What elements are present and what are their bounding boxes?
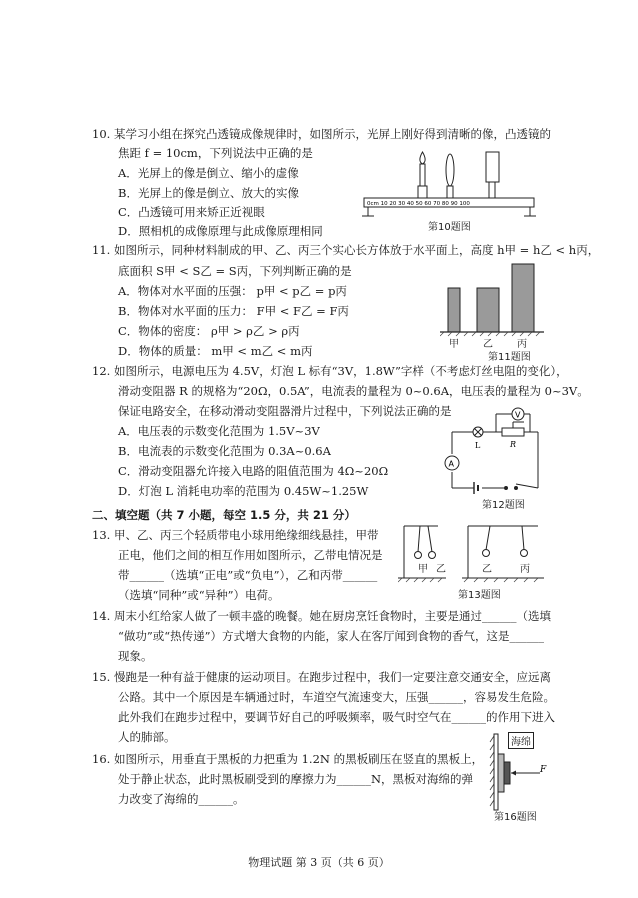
q16-stem-line2: 处于静止状态，此时黑板刷受到的摩擦力为______N，黑板对海绵的弹: [118, 772, 474, 786]
q12-option-b: B．电流表的示数变化范围为 0.3A~0.6A: [118, 444, 331, 458]
q12-stem-line2: 滑动变阻器 R 的规格为“20Ω，0.5A”，电流表的量程为 0~0.6A，电压表的量程为 0~3V。: [118, 384, 589, 398]
ammeter-label: A: [448, 459, 454, 469]
q12-caption: 第12题图: [482, 500, 525, 511]
q16-label-sponge: 海绵: [508, 732, 534, 749]
ball-yi-right: [483, 550, 490, 557]
q14-stem-line2: “做功”或“热传递”）方式增大食物的内能，家人在客厅闻到食物的香气，这是______: [118, 629, 545, 643]
q16-caption: 第16题图: [494, 812, 537, 823]
q12-option-d: D．灯泡 L 消耗电功率的范围为 0.45W~1.25W: [118, 484, 369, 498]
rheostat-label: R: [510, 440, 517, 449]
q13-stem-line4: （选填“同种”或“异种”）电荷。: [118, 588, 280, 602]
ball-jia: [415, 552, 422, 559]
blackboard: [494, 734, 498, 810]
q12-stem-line1: 12. 如图所示，电源电压为 4.5V，灯泡 L 标有“3V，1.8W”字样（不考虑灯丝电阻的变化），: [92, 364, 568, 378]
wall-hatch: [490, 736, 494, 806]
ball-bing: [521, 550, 528, 557]
convex-lens: [446, 154, 454, 186]
q15-stem-line2: 公路。其中一个原因是车辆通过时，车道空气流速变大，压强______，容易发生危险。: [118, 690, 555, 704]
q13-stem-line2: 正电，他们之间的相互作用如图所示，乙带电情况是: [118, 548, 383, 562]
q15-stem-line1: 15. 慢跑是一种有益于健康的运动项目。在跑步过程中，我们一定要注意交通安全，应远离: [92, 670, 551, 684]
block-jia: [448, 288, 460, 332]
q10-optical-bench-figure: [358, 142, 558, 222]
q10-option-b: B．光屏上的像是倒立、放大的实像: [118, 186, 299, 200]
q12-option-c: C．滑动变阻器允许接入电路的阻值范围为 4Ω~20Ω: [118, 464, 389, 478]
force-label: F: [540, 765, 547, 775]
q13-caption: 第13题图: [458, 590, 501, 601]
q12-circuit-figure: [438, 404, 548, 494]
candle: [420, 164, 425, 186]
q13-label-jia: 甲: [418, 564, 428, 575]
q13-label-yi: 乙: [436, 564, 446, 575]
q13-label-bing: 丙: [520, 564, 530, 575]
block-bing: [512, 264, 534, 332]
q10-option-d: D．照相机的成像原理与此成像原理相同: [118, 224, 323, 238]
rheostat-r: [502, 428, 524, 436]
q11-option-a: A．物体对水平面的压强： p甲 < p乙 = p丙: [118, 284, 347, 298]
board-brush: [504, 762, 510, 784]
voltmeter-label: V: [515, 410, 521, 420]
lamp-l: [473, 427, 483, 437]
q13-label-yi-2: 乙: [482, 564, 492, 575]
q16-stem-line3: 力改变了海绵的______。: [118, 792, 245, 806]
q11-stem-line2: 底面积 S甲 < S乙 = S丙，下列判断正确的是: [118, 264, 352, 278]
bench-scale: 0cm 10 20 30 40 50 60 70 80 90 100: [367, 201, 470, 207]
block-yi: [477, 288, 499, 332]
q11-label-jia: 甲: [449, 339, 459, 350]
q11-blocks-figure: [440, 252, 550, 342]
q14-stem-line3: 现象。: [118, 649, 153, 663]
ball-yi-left: [429, 552, 436, 559]
q12-option-a: A．电压表的示数变化范围为 1.5V~3V: [118, 424, 320, 438]
q11-label-bing: 丙: [517, 339, 527, 350]
q13-stem-line3: 带______（选填“正电”或“负电”），乙和丙带______: [118, 568, 378, 582]
q11-label-yi: 乙: [483, 339, 493, 350]
q11-stem-line1: 11. 如图所示，同种材料制成的甲、乙、丙三个实心长方体放于水平面上，高度 h甲 = h乙 < h丙，: [92, 243, 600, 257]
q10-caption: 第10题图: [428, 222, 471, 233]
page-footer: 物理试题 第 3 页（共 6 页）: [248, 856, 390, 869]
q12-stem-line3: 保证电路安全，在移动滑动变阻器滑片过程中，下列说法正确的是: [118, 404, 452, 418]
q16-stem-line1: 16. 如图所示，用垂直于黑板的力把重为 1.2N 的黑板刷压在竖直的黑板上，: [92, 752, 484, 766]
q10-stem-line1: 10. 某学习小组在探究凸透镜成像规律时，如图所示，光屏上刚好得到清晰的像，凸透镜的: [92, 127, 551, 141]
q10-stem-line2: 焦距 f = 10cm，下列说法中正确的是: [118, 146, 313, 160]
candle-flame: [420, 152, 425, 164]
q10-option-a: A．光屏上的像是倒立、缩小的虚像: [118, 166, 299, 180]
q11-caption: 第11题图: [488, 352, 531, 363]
q11-option-b: B．物体对水平面的压力： F甲 < F乙 = F丙: [118, 304, 349, 318]
q11-option-c: C．物体的密度： ρ甲 > ρ乙 > ρ丙: [118, 324, 300, 338]
q15-stem-line3: 此外我们在跑步过程中，要调节好自己的呼吸频率，吸气时空气在______的作用下进入: [118, 710, 555, 724]
light-screen: [486, 152, 499, 182]
q13-stem-line1: 13. 甲、乙、丙三个轻质带电小球用绝缘细线悬挂，甲带: [92, 528, 379, 542]
q15-stem-line4: 人的肺部。: [118, 730, 176, 744]
q10-option-c: C．凸透镜可用来矫正近视眼: [118, 205, 265, 219]
q14-stem-line1: 14. 周末小红给家人做了一顿丰盛的晚餐。她在厨房烹饪食物时，主要是通过______（选填: [92, 609, 551, 623]
lamp-label: L: [475, 441, 481, 450]
section-fill-in-heading: 二、填空题（共 7 小题，每空 1.5 分，共 21 分）: [92, 508, 356, 522]
sponge: [498, 754, 504, 792]
q11-option-d: D．物体的质量： m甲 < m乙 < m丙: [118, 344, 313, 358]
